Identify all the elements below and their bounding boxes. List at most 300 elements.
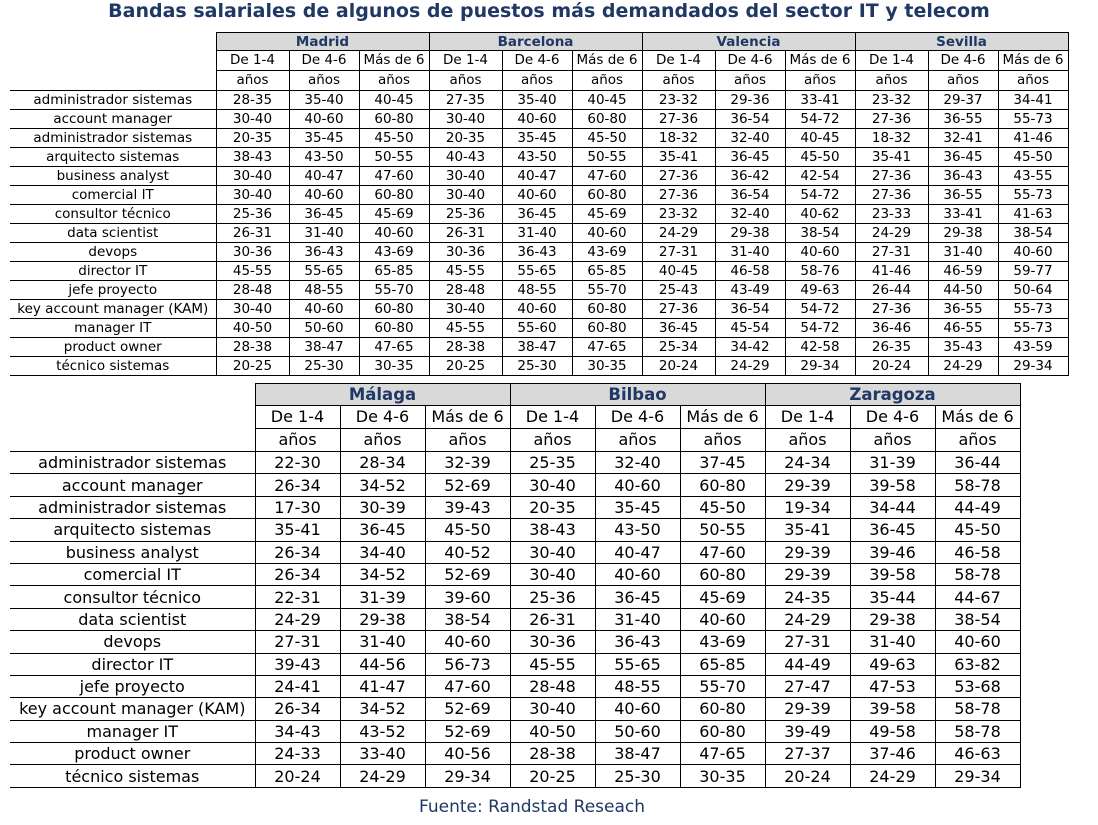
salary-range: 41-46: [998, 129, 1068, 148]
salary-range: 40-47: [502, 167, 572, 186]
salary-range: 31-40: [340, 631, 425, 653]
blank-cell: [10, 51, 216, 71]
salary-range: 55-70: [359, 281, 429, 300]
experience-header-row: [10, 406, 1020, 429]
salary-range: 35-41: [255, 519, 340, 541]
job-title: devops: [10, 631, 255, 653]
salary-range: 43-50: [502, 148, 572, 167]
salary-range: 30-40: [216, 186, 289, 205]
salary-range: 30-35: [680, 765, 765, 787]
salary-range: 24-41: [255, 675, 340, 697]
blank-cell: [10, 384, 255, 406]
salary-range: 26-34: [255, 474, 340, 496]
salary-range: 50-55: [359, 148, 429, 167]
salary-range: 60-80: [680, 474, 765, 496]
salary-range: 27-36: [642, 167, 715, 186]
salary-range: 27-36: [855, 167, 928, 186]
salary-range: 34-52: [340, 698, 425, 720]
salary-range: 39-60: [425, 586, 510, 608]
salary-range: 43-59: [998, 338, 1068, 357]
job-title: consultor técnico: [10, 205, 216, 224]
salary-range: 26-35: [855, 338, 928, 357]
salary-range: 47-60: [572, 167, 642, 186]
salary-range: 41-47: [340, 675, 425, 697]
salary-range: 24-35: [765, 586, 850, 608]
salary-range: 40-60: [289, 110, 359, 129]
blank-cell: [10, 71, 216, 91]
city-header: Zaragoza: [765, 384, 1020, 406]
salary-range: 18-32: [642, 129, 715, 148]
table-row: [10, 765, 1020, 787]
salary-range: 23-32: [855, 91, 928, 110]
salary-range: 28-38: [216, 338, 289, 357]
job-title: técnico sistemas: [10, 765, 255, 787]
salary-range: 17-30: [255, 496, 340, 518]
salary-range: 52-69: [425, 720, 510, 742]
salary-range: 36-45: [595, 586, 680, 608]
experience-header: De 4-6: [289, 51, 359, 71]
salary-range: 46-58: [935, 541, 1020, 563]
salary-range: 30-40: [510, 541, 595, 563]
table-row: [10, 586, 1020, 608]
salary-range: 20-24: [855, 357, 928, 376]
salary-range: 24-33: [255, 743, 340, 765]
salary-range: 27-31: [855, 243, 928, 262]
experience-header: años: [785, 71, 855, 91]
experience-header: De 1-4: [255, 406, 340, 429]
salary-range: 34-52: [340, 563, 425, 585]
salary-range: 38-43: [216, 148, 289, 167]
experience-header-row: [10, 429, 1020, 452]
salary-range: 25-30: [502, 357, 572, 376]
salary-range: 28-48: [510, 675, 595, 697]
salary-range: 36-43: [502, 243, 572, 262]
salary-range: 25-36: [216, 205, 289, 224]
salary-range: 20-24: [642, 357, 715, 376]
salary-range: 34-40: [340, 541, 425, 563]
salary-range: 30-40: [429, 186, 502, 205]
salary-range: 47-60: [680, 541, 765, 563]
experience-header: De 1-4: [855, 51, 928, 71]
salary-range: 46-59: [928, 262, 998, 281]
salary-range: 25-30: [289, 357, 359, 376]
salary-range: 39-46: [850, 541, 935, 563]
salary-range: 47-60: [425, 675, 510, 697]
salary-range: 38-54: [935, 608, 1020, 630]
salary-range: 45-50: [359, 129, 429, 148]
salary-range: 24-29: [642, 224, 715, 243]
job-title: arquitecto sistemas: [10, 519, 255, 541]
job-title: manager IT: [10, 319, 216, 338]
salary-range: 36-54: [715, 300, 785, 319]
salary-range: 32-40: [595, 452, 680, 474]
salary-range: 47-60: [359, 167, 429, 186]
experience-header-row: [10, 71, 1068, 91]
salary-range: 54-72: [785, 110, 855, 129]
blank-cell: [10, 33, 216, 51]
salary-range: 55-73: [998, 186, 1068, 205]
experience-header: De 4-6: [928, 51, 998, 71]
table-row: [10, 720, 1020, 742]
salary-range: 25-34: [642, 338, 715, 357]
salary-range: 40-60: [785, 243, 855, 262]
salary-range: 52-69: [425, 563, 510, 585]
salary-range: 36-45: [340, 519, 425, 541]
salary-range: 55-73: [998, 300, 1068, 319]
salary-range: 40-47: [595, 541, 680, 563]
job-title: técnico sistemas: [10, 357, 216, 376]
salary-range: 55-65: [595, 653, 680, 675]
city-header: Bilbao: [510, 384, 765, 406]
salary-range: 45-50: [680, 496, 765, 518]
experience-header: De 4-6: [715, 51, 785, 71]
salary-range: 34-52: [340, 474, 425, 496]
experience-header: años: [935, 429, 1020, 452]
job-title: key account manager (KAM): [10, 300, 216, 319]
salary-range: 45-55: [429, 262, 502, 281]
salary-range: 20-25: [429, 357, 502, 376]
table-row: [10, 91, 1068, 110]
experience-header-row: [10, 51, 1068, 71]
salary-range: 29-38: [340, 608, 425, 630]
table-row: [10, 110, 1068, 129]
salary-range: 30-35: [359, 357, 429, 376]
salary-range: 35-45: [595, 496, 680, 518]
salary-range: 60-80: [359, 186, 429, 205]
experience-header: años: [340, 429, 425, 452]
salary-range: 43-49: [715, 281, 785, 300]
table-row: [10, 698, 1020, 720]
table-row: [10, 224, 1068, 243]
salary-range: 48-55: [289, 281, 359, 300]
salary-range: 26-31: [216, 224, 289, 243]
salary-range: 44-50: [928, 281, 998, 300]
experience-header: años: [850, 429, 935, 452]
salary-range: 38-54: [425, 608, 510, 630]
salary-range: 30-40: [510, 563, 595, 585]
salary-range: 40-50: [216, 319, 289, 338]
salary-range: 60-80: [359, 300, 429, 319]
salary-range: 27-36: [642, 110, 715, 129]
salary-range: 31-40: [502, 224, 572, 243]
salary-range: 47-65: [359, 338, 429, 357]
salary-range: 31-40: [928, 243, 998, 262]
salary-range: 38-47: [502, 338, 572, 357]
salary-range: 39-43: [425, 496, 510, 518]
salary-range: 28-34: [340, 452, 425, 474]
job-title: director IT: [10, 653, 255, 675]
salary-range: 58-78: [935, 563, 1020, 585]
experience-header: años: [680, 429, 765, 452]
salary-range: 25-43: [642, 281, 715, 300]
salary-range: 20-35: [216, 129, 289, 148]
salary-range: 41-63: [998, 205, 1068, 224]
salary-range: 44-67: [935, 586, 1020, 608]
salary-range: 60-80: [572, 319, 642, 338]
salary-range: 39-43: [255, 653, 340, 675]
salary-range: 31-40: [595, 608, 680, 630]
experience-header: años: [855, 71, 928, 91]
salary-range: 36-46: [855, 319, 928, 338]
salary-range: 33-40: [340, 743, 425, 765]
salary-range: 39-58: [850, 474, 935, 496]
salary-range: 27-47: [765, 675, 850, 697]
experience-header: Más de 6: [935, 406, 1020, 429]
salary-range: 54-72: [785, 319, 855, 338]
salary-range: 28-38: [510, 743, 595, 765]
experience-header: De 1-4: [216, 51, 289, 71]
salary-range: 33-41: [928, 205, 998, 224]
salary-range: 36-54: [715, 110, 785, 129]
salary-range: 60-80: [359, 110, 429, 129]
salary-range: 48-55: [502, 281, 572, 300]
table-row: [10, 563, 1020, 585]
salary-range: 42-58: [785, 338, 855, 357]
salary-range: 24-29: [340, 765, 425, 787]
salary-range: 40-60: [935, 631, 1020, 653]
blank-cell: [10, 429, 255, 452]
salary-range: 29-39: [765, 563, 850, 585]
salary-range: 54-72: [785, 300, 855, 319]
salary-range: 36-55: [928, 186, 998, 205]
salary-range: 20-24: [255, 765, 340, 787]
salary-range: 40-60: [502, 110, 572, 129]
salary-range: 28-38: [429, 338, 502, 357]
salary-range: 60-80: [572, 110, 642, 129]
salary-range: 56-73: [425, 653, 510, 675]
job-title: product owner: [10, 743, 255, 765]
salary-range: 29-34: [998, 357, 1068, 376]
salary-range: 27-36: [855, 300, 928, 319]
salary-range: 24-29: [715, 357, 785, 376]
job-title: product owner: [10, 338, 216, 357]
salary-range: 65-85: [572, 262, 642, 281]
salary-range: 40-60: [595, 698, 680, 720]
salary-range: 36-44: [935, 452, 1020, 474]
city-header: Madrid: [216, 33, 429, 51]
salary-range: 45-69: [359, 205, 429, 224]
salary-range: 37-46: [850, 743, 935, 765]
salary-range: 50-60: [595, 720, 680, 742]
salary-range: 40-60: [595, 474, 680, 496]
salary-range: 55-65: [502, 262, 572, 281]
experience-header: años: [425, 429, 510, 452]
job-title: comercial IT: [10, 186, 216, 205]
city-header: Málaga: [255, 384, 510, 406]
salary-range: 36-45: [928, 148, 998, 167]
salary-range: 27-31: [255, 631, 340, 653]
salary-range: 29-34: [785, 357, 855, 376]
salary-range: 44-49: [765, 653, 850, 675]
salary-range: 24-29: [765, 608, 850, 630]
salary-range: 53-68: [935, 675, 1020, 697]
job-title: jefe proyecto: [10, 675, 255, 697]
job-title: devops: [10, 243, 216, 262]
salary-range: 60-80: [680, 563, 765, 585]
salary-range: 40-52: [425, 541, 510, 563]
salary-range: 55-60: [502, 319, 572, 338]
salary-range: 23-33: [855, 205, 928, 224]
salary-range: 31-40: [715, 243, 785, 262]
salary-range: 60-80: [572, 300, 642, 319]
salary-range: 25-36: [429, 205, 502, 224]
salary-range: 22-30: [255, 452, 340, 474]
table-row: [10, 631, 1020, 653]
salary-range: 36-43: [928, 167, 998, 186]
table-row: [10, 205, 1068, 224]
salary-range: 36-42: [715, 167, 785, 186]
salary-range: 40-45: [359, 91, 429, 110]
salary-range: 26-34: [255, 541, 340, 563]
salary-range: 50-55: [572, 148, 642, 167]
salary-range: 44-56: [340, 653, 425, 675]
salary-range: 38-54: [785, 224, 855, 243]
salary-range: 50-60: [289, 319, 359, 338]
salary-range: 43-69: [680, 631, 765, 653]
salary-range: 37-45: [680, 452, 765, 474]
salary-range: 55-73: [998, 319, 1068, 338]
job-title: data scientist: [10, 224, 216, 243]
salary-range: 52-69: [425, 698, 510, 720]
salary-range: 27-36: [855, 110, 928, 129]
salary-range: 28-48: [429, 281, 502, 300]
salary-range: 27-31: [765, 631, 850, 653]
salary-range: 22-31: [255, 586, 340, 608]
salary-range: 35-43: [928, 338, 998, 357]
salary-range: 30-40: [429, 110, 502, 129]
salary-range: 49-58: [850, 720, 935, 742]
salary-range: 25-35: [510, 452, 595, 474]
salary-range: 33-41: [785, 91, 855, 110]
salary-range: 20-25: [510, 765, 595, 787]
experience-header: Más de 6: [998, 51, 1068, 71]
experience-header: años: [928, 71, 998, 91]
job-title: administrador sistemas: [10, 496, 255, 518]
salary-range: 63-82: [935, 653, 1020, 675]
salary-range: 36-43: [289, 243, 359, 262]
table-row: [10, 608, 1020, 630]
city-header: Valencia: [642, 33, 855, 51]
salary-range: 36-55: [928, 300, 998, 319]
salary-range: 24-29: [850, 765, 935, 787]
salary-range: 45-69: [572, 205, 642, 224]
table-row: [10, 281, 1068, 300]
salary-table-2: [10, 383, 1021, 788]
salary-range: 18-32: [855, 129, 928, 148]
salary-range: 55-70: [680, 675, 765, 697]
experience-header: años: [255, 429, 340, 452]
salary-range: 24-29: [928, 357, 998, 376]
salary-range: 40-60: [572, 224, 642, 243]
salary-range: 35-41: [765, 519, 850, 541]
experience-header: años: [289, 71, 359, 91]
salary-range: 28-35: [216, 91, 289, 110]
salary-range: 40-60: [502, 300, 572, 319]
salary-range: 45-50: [935, 519, 1020, 541]
job-title: jefe proyecto: [10, 281, 216, 300]
table-row: [10, 338, 1068, 357]
salary-range: 46-63: [935, 743, 1020, 765]
city-header-row: [10, 33, 1068, 51]
salary-range: 39-58: [850, 563, 935, 585]
table-row: [10, 262, 1068, 281]
salary-range: 60-80: [359, 319, 429, 338]
salary-range: 29-38: [715, 224, 785, 243]
salary-range: 46-58: [715, 262, 785, 281]
salary-range: 47-65: [680, 743, 765, 765]
salary-range: 29-34: [425, 765, 510, 787]
salary-range: 35-44: [850, 586, 935, 608]
job-title: business analyst: [10, 541, 255, 563]
salary-range: 32-39: [425, 452, 510, 474]
salary-range: 23-32: [642, 205, 715, 224]
salary-range: 35-40: [289, 91, 359, 110]
table-row: [10, 496, 1020, 518]
salary-range: 34-43: [255, 720, 340, 742]
experience-header: años: [765, 429, 850, 452]
experience-header: años: [595, 429, 680, 452]
table-row: [10, 519, 1020, 541]
salary-range: 58-78: [935, 474, 1020, 496]
salary-range: 36-55: [928, 110, 998, 129]
experience-header: años: [572, 71, 642, 91]
salary-range: 20-35: [510, 496, 595, 518]
salary-range: 36-54: [715, 186, 785, 205]
salary-range: 39-49: [765, 720, 850, 742]
salary-range: 30-40: [216, 167, 289, 186]
experience-header: Más de 6: [572, 51, 642, 71]
blank-cell: [10, 406, 255, 429]
experience-header: De 1-4: [510, 406, 595, 429]
salary-range: 60-80: [680, 698, 765, 720]
salary-range: 31-39: [850, 452, 935, 474]
salary-range: 38-47: [289, 338, 359, 357]
city-header-row: [10, 384, 1020, 406]
salary-range: 45-50: [785, 148, 855, 167]
salary-range: 26-31: [510, 608, 595, 630]
salary-range: 38-54: [998, 224, 1068, 243]
page-title: Bandas salariales de algunos de puestos más demandados del sector IT y telecom: [108, 0, 990, 22]
salary-range: 36-45: [642, 319, 715, 338]
salary-range: 40-60: [289, 300, 359, 319]
salary-range: 35-45: [502, 129, 572, 148]
salary-range: 40-43: [429, 148, 502, 167]
salary-range: 36-45: [715, 148, 785, 167]
salary-range: 26-34: [255, 698, 340, 720]
salary-range: 43-69: [572, 243, 642, 262]
salary-range: 40-60: [359, 224, 429, 243]
job-title: key account manager (KAM): [10, 698, 255, 720]
salary-range: 26-44: [855, 281, 928, 300]
salary-range: 30-39: [340, 496, 425, 518]
experience-header: Más de 6: [680, 406, 765, 429]
experience-header: años: [502, 71, 572, 91]
salary-range: 29-34: [935, 765, 1020, 787]
salary-range: 40-56: [425, 743, 510, 765]
salary-range: 50-64: [998, 281, 1068, 300]
experience-header: Más de 6: [425, 406, 510, 429]
salary-range: 31-40: [289, 224, 359, 243]
city-header: Barcelona: [429, 33, 642, 51]
salary-range: 28-48: [216, 281, 289, 300]
salary-range: 40-60: [998, 243, 1068, 262]
salary-range: 26-34: [255, 563, 340, 585]
experience-header: años: [429, 71, 502, 91]
salary-range: 40-60: [680, 608, 765, 630]
salary-range: 38-43: [510, 519, 595, 541]
salary-range: 29-38: [850, 608, 935, 630]
experience-header: años: [510, 429, 595, 452]
